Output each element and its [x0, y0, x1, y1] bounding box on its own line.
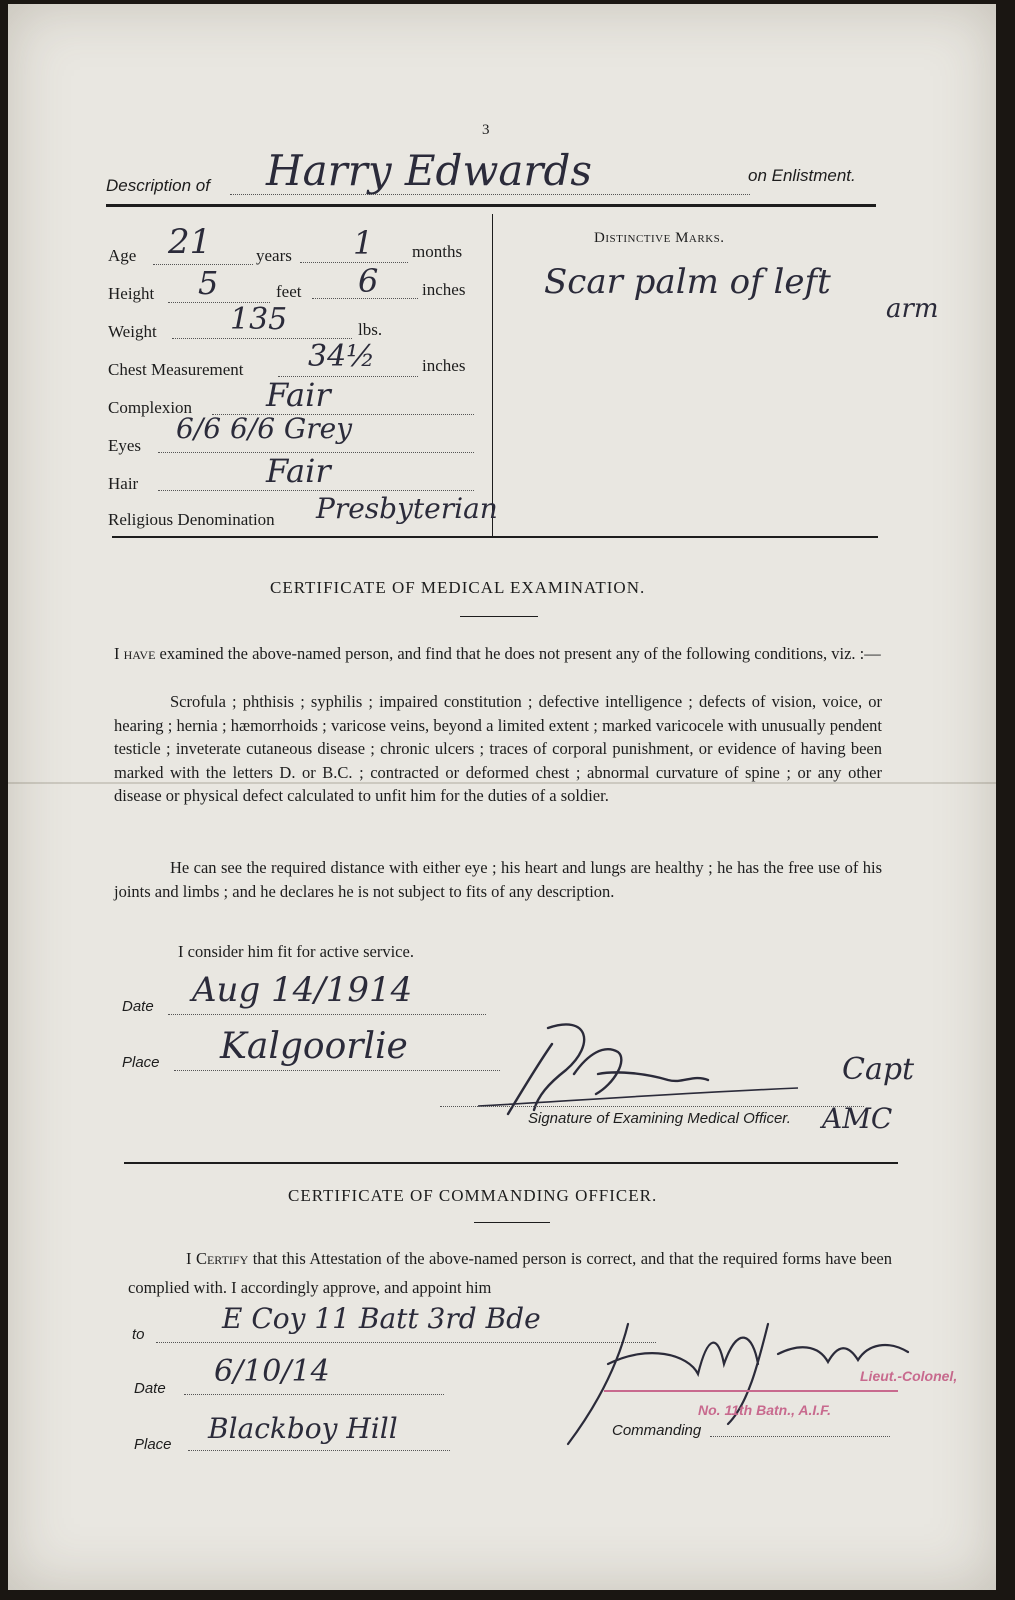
- hair-line: [158, 490, 474, 491]
- stamp-unit: No. 11th Batn., A.I.F.: [698, 1402, 832, 1418]
- age-months-line: [300, 262, 408, 263]
- complexion-label: Complexion: [108, 398, 193, 417]
- eyes-value: 6/6 6/6 Grey: [176, 412, 353, 445]
- commanding-place-value: Blackboy Hill: [208, 1412, 398, 1445]
- fit-for-service: I consider him fit for active service.: [178, 942, 414, 961]
- commanding-date-line: [184, 1394, 444, 1395]
- table-divider: [492, 214, 493, 536]
- table-bottom-rule: [112, 536, 878, 538]
- stamp-underline: [604, 1390, 898, 1392]
- commanding-cert-lead: I Certify: [186, 1249, 249, 1268]
- height-label: Height: [108, 284, 155, 303]
- commanding-date-label: Date: [134, 1380, 166, 1397]
- hair-label: Hair: [108, 474, 139, 493]
- medical-place-value: Kalgoorlie: [220, 1026, 408, 1067]
- commanding-label: Commanding: [612, 1422, 702, 1439]
- age-label: Age: [108, 246, 137, 265]
- hair-value: Fair: [266, 452, 331, 490]
- stamp-rank: Lieut.-Colonel,: [860, 1368, 958, 1384]
- medical-officer-rank: Capt: [842, 1052, 915, 1087]
- medical-date-value: Aug 14/1914: [192, 970, 413, 1010]
- feet-label: feet: [276, 282, 302, 301]
- weight-label: Weight: [108, 322, 157, 341]
- lbs-label: lbs.: [358, 320, 383, 339]
- medical-intro-lead: I have: [114, 644, 156, 663]
- commanding-heading-underline: [474, 1222, 550, 1223]
- distinctive-marks-line1: Scar palm of left: [544, 262, 831, 302]
- complexion-value: Fair: [266, 376, 331, 414]
- chest-label: Chest Measurement: [108, 360, 244, 379]
- medical-sight-statement: He can see the required distance with either eye ; his heart and lungs are healthy ; he has the free use of his joints and limbs ; and he declares he is not subject to fits of any description.: [114, 858, 882, 901]
- medical-heading-underline: [460, 616, 538, 617]
- chest-value: 34½: [308, 339, 376, 374]
- medical-signature-label: Signature of Examining Medical Officer.: [528, 1110, 791, 1127]
- months-label: months: [412, 242, 463, 261]
- medical-conditions: Scrofula ; phthisis ; syphilis ; impaired constitution ; defective intelligence ; defects of vision, voice, or hearing ; hernia ; hæmorrhoids ; varicose veins, beyond a limited extent ; marked varicocele with unusually pendent testicle ; inveterate cutaneous disease ; chronic ulcers ; traces of corporal punishment, or evidence of having been marked with the letters D. or B.C. ; contracted or deformed chest ; abnormal curvature of spine ; or any other disease or physical defect calculated to unfit him for the duties of a soldier.: [114, 692, 882, 805]
- attestation-paper: [8, 4, 996, 1590]
- medical-certificate-heading: CERTIFICATE OF MEDICAL EXAMINATION.: [270, 578, 646, 597]
- medical-intro: [114, 642, 882, 666]
- age-months-value: 1: [353, 224, 374, 262]
- medical-date-label: Date: [122, 998, 154, 1015]
- age-years-value: 21: [168, 222, 212, 262]
- chest-inches-label: inches: [422, 356, 466, 375]
- appointment-to-value: E Coy 11 Batt 3rd Bde: [222, 1302, 541, 1335]
- commanding-place-label: Place: [134, 1436, 172, 1453]
- weight-value: 135: [230, 302, 288, 337]
- medical-intro-text: examined the above-named person, and find that he does not present any of the following conditions, viz. :—: [159, 644, 881, 663]
- top-rule: [106, 204, 876, 207]
- section-divider-rule: [124, 1162, 898, 1164]
- medical-officer-corps: AMC: [822, 1102, 893, 1135]
- medical-place-line: [174, 1070, 500, 1071]
- description-suffix: on Enlistment.: [748, 166, 856, 185]
- medical-date-line: [168, 1014, 486, 1015]
- distinctive-marks-label: Distinctive Marks.: [594, 230, 725, 246]
- medical-signature-line: [440, 1106, 864, 1107]
- page-number: 3: [482, 122, 490, 138]
- commanding-cert-text: that this Attestation of the above-named person is correct, and that the required forms have been complied with. I accordingly approve, and appoint him: [128, 1249, 892, 1297]
- eyes-label: Eyes: [108, 436, 142, 455]
- distinctive-marks-line2: arm: [886, 294, 939, 324]
- religion-label: Religious Denomination: [108, 510, 275, 529]
- height-feet-value: 5: [198, 264, 219, 302]
- commanding-place-line: [188, 1450, 450, 1451]
- medical-place-label: Place: [122, 1054, 160, 1071]
- soldier-name: Harry Edwards: [266, 146, 592, 195]
- commanding-date-value: 6/10/14: [214, 1354, 330, 1389]
- height-inches-label: inches: [422, 280, 466, 299]
- religion-value: Presbyterian: [316, 492, 498, 525]
- commanding-line: [710, 1436, 890, 1437]
- medical-officer-signature: [478, 1014, 808, 1124]
- height-inches-value: 6: [358, 262, 379, 300]
- commanding-certification: [128, 1244, 892, 1302]
- description-prefix: Description of: [106, 176, 210, 195]
- years-label: years: [256, 246, 292, 265]
- appointment-to-label: to: [132, 1326, 145, 1343]
- commanding-certificate-heading: CERTIFICATE OF COMMANDING OFFICER.: [288, 1186, 658, 1205]
